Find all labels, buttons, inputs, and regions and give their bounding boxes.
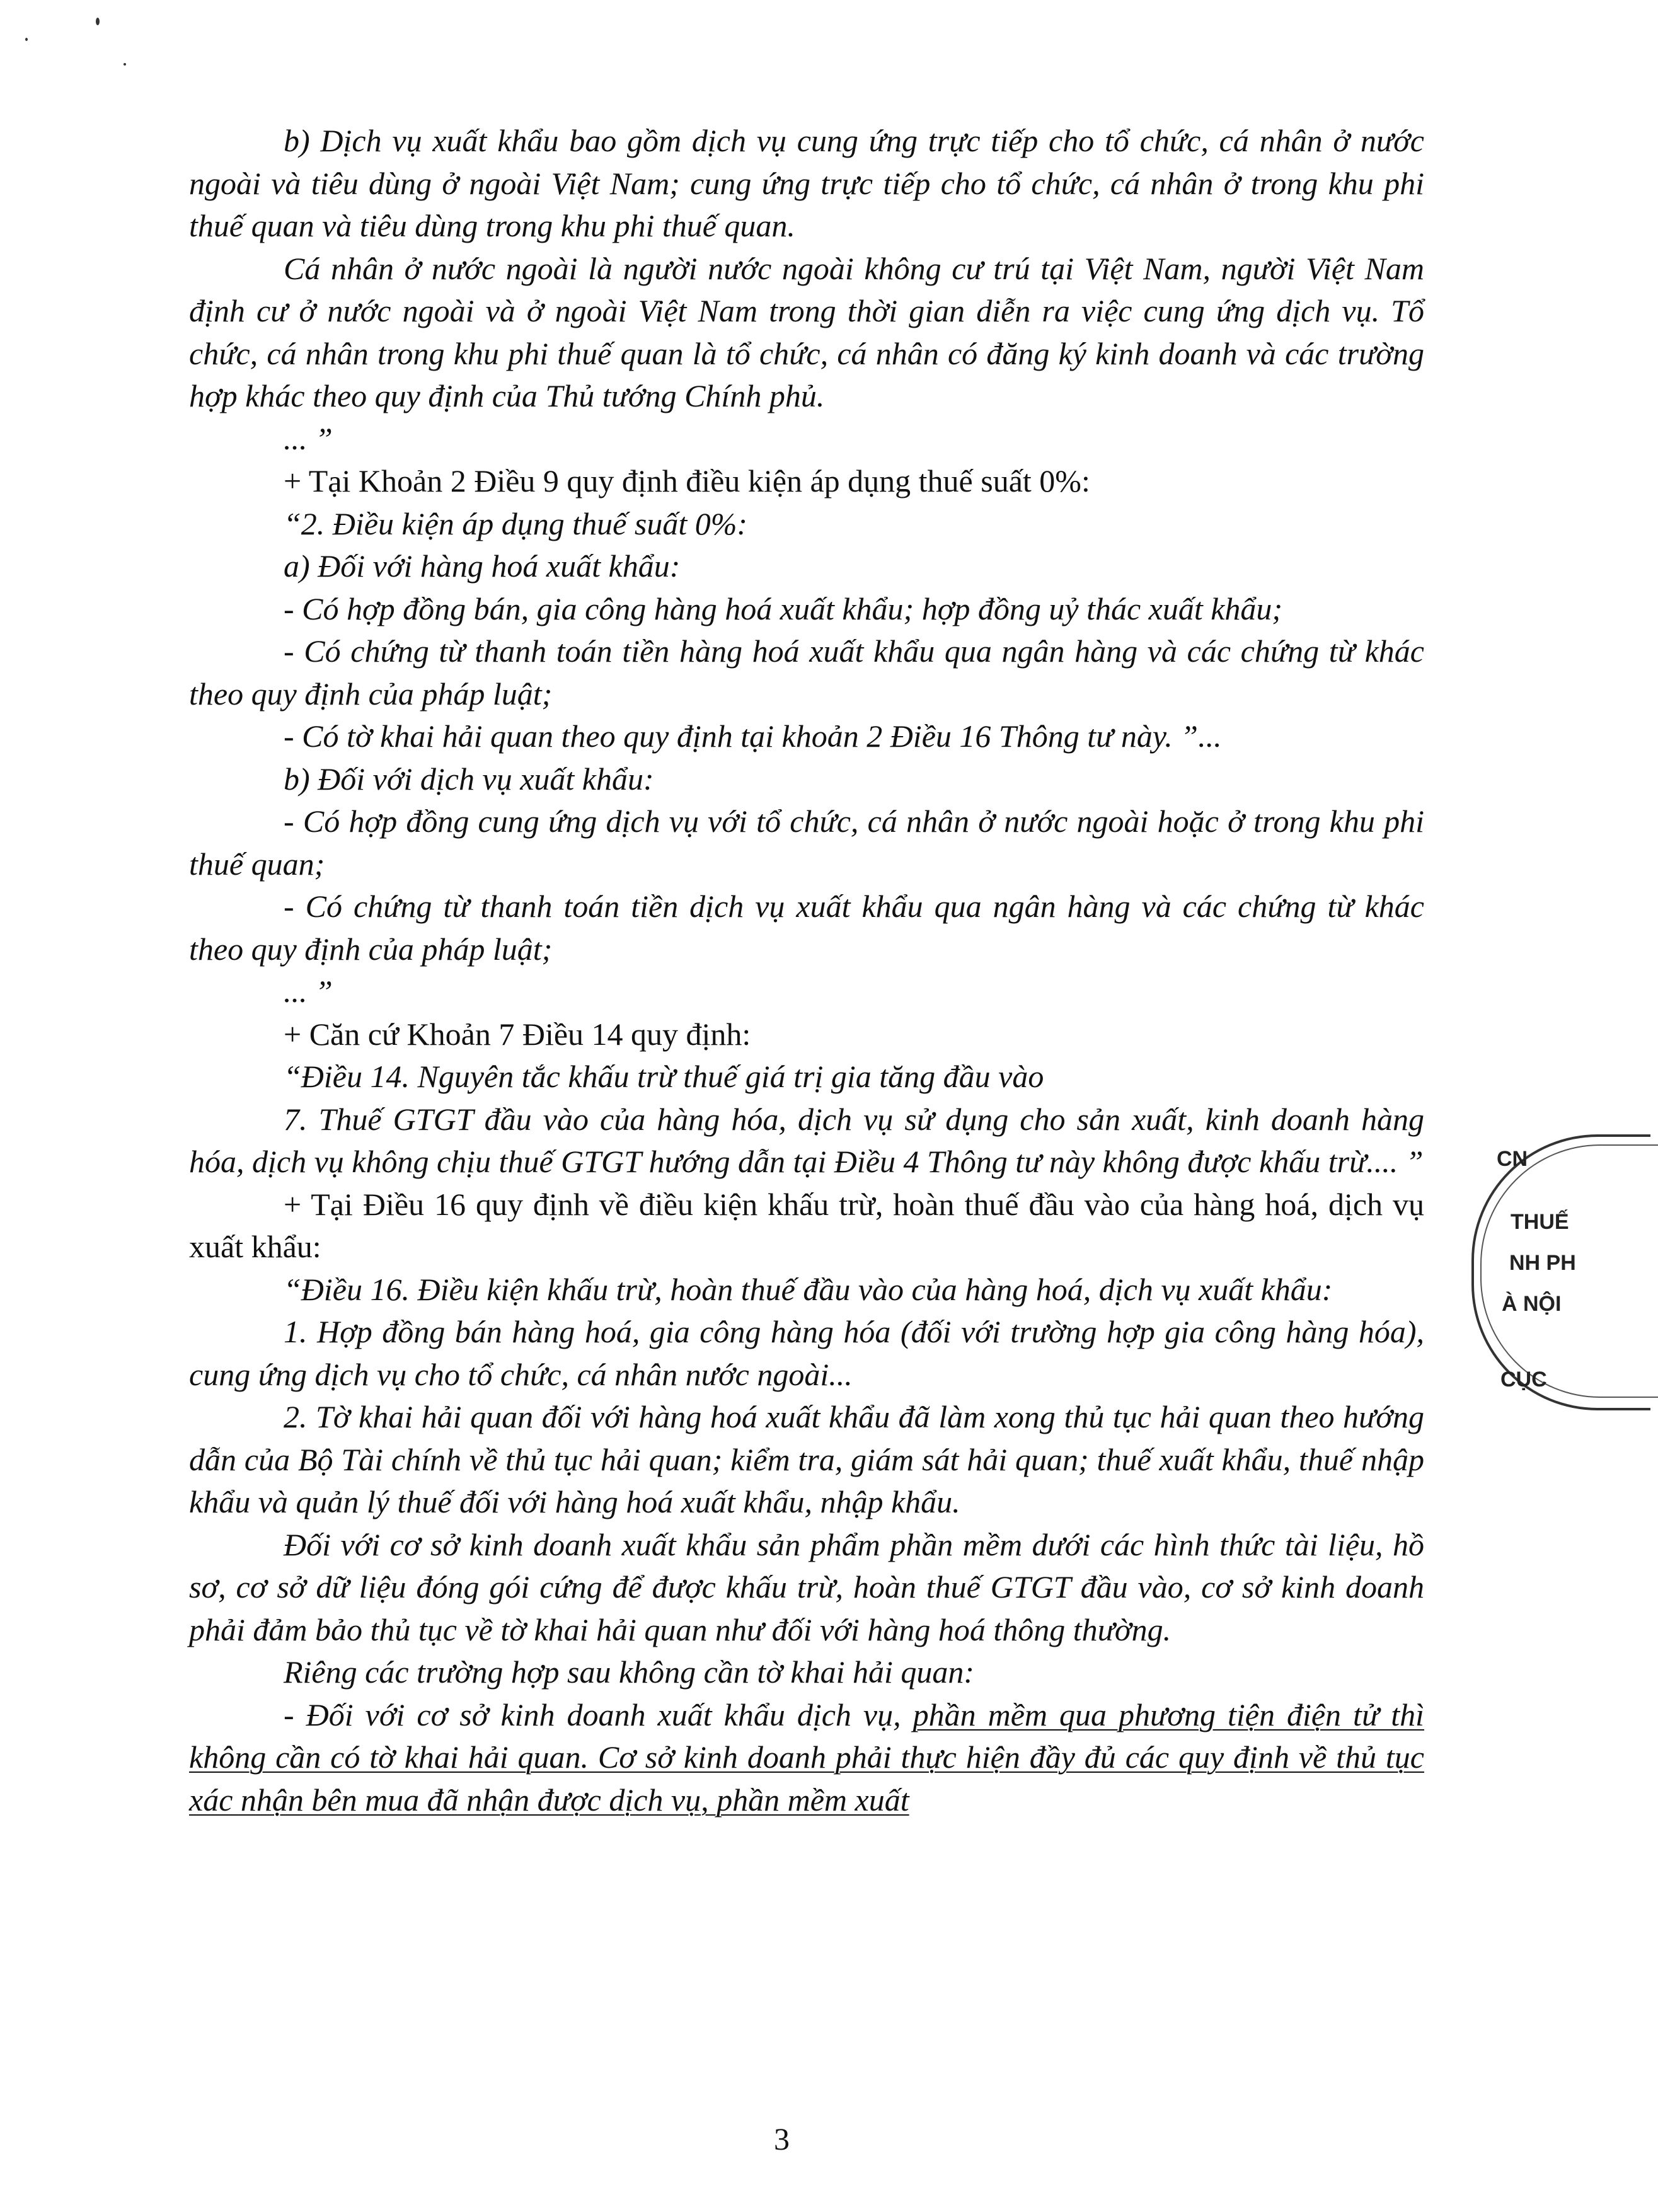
list-item-payment-documents: - Có chứng từ thanh toán tiền hàng hoá xuất khẩu qua ngân hàng và các chứng từ khác theo quy định của pháp luật; [189,633,1424,711]
list-item-service-contract: - Có hợp đồng cung ứng dịch vụ với tổ chức, cá nhân ở nước ngoài hoặc ở trong khu phi thuế quan; [189,804,1424,882]
paragraph-article-14-title: “Điều 14. Nguyên tắc khấu trừ thuế giá trị gia tăng đầu vào [284,1059,1044,1094]
stamp-text: THUẾ [1511,1210,1569,1234]
scan-speck [124,63,126,66]
stamp-text: À NỘI [1502,1292,1562,1316]
paragraph-no-customs-cases: Riêng các trường hợp sau không cần tờ khai hải quan: [284,1654,975,1690]
paragraph-zero-rate-conditions: “2. Điều kiện áp dụng thuế suất 0%: [284,505,748,541]
paragraph-article-9-reference: + Tại Khoản 2 Điều 9 quy định điều kiện áp dụng thuế suất 0%: [284,463,1090,498]
ellipsis-quote-end-2: ... ” [284,974,333,1009]
paragraph-article-16-clause-2: 2. Tờ khai hải quan đối với hàng hoá xuất khẩu đã làm xong thủ tục hải quan theo hướng dẫn của Bộ Tài chính về thủ tục hải quan; kiểm tra, giám sát hải quan; thuế xuất khẩu, thuế nhập khẩu và quản lý thuế đối với hàng hoá xuất khẩu, nhập khẩu. [189,1399,1424,1519]
paragraph-exported-goods-heading: a) Đối với hàng hoá xuất khẩu: [284,548,681,584]
page-number: 3 [774,2121,790,2157]
paragraph-article-14-clause-7: 7. Thuế GTGT đầu vào của hàng hóa, dịch vụ sử dụng cho sản xuất, kinh doanh hàng hóa, dịch vụ không chịu thuế GTGT hướng dẫn tại Điều 4 Thông tư này không được khấu trừ.... ” [189,1101,1424,1179]
paragraph-article-16-reference: + Tại Điều 16 quy định về điều kiện khấu trừ, hoàn thuế đầu vào của hàng hoá, dịch vụ xuất khẩu: [189,1186,1424,1264]
official-stamp [1471,1128,1576,1412]
scan-speck [96,18,100,25]
paragraph-export-services-heading: b) Đối với dịch vụ xuất khẩu: [284,761,654,797]
paragraph-software-export: Đối với cơ sở kinh doanh xuất khẩu sản phẩm phần mềm dưới các hình thức tài liệu, hồ sơ, cơ sở dữ liệu đóng gói cứng để được khấu trừ, hoàn thuế GTGT đầu vào, cơ sở kinh doanh phải đảm bảo thủ tục về tờ khai hải quan như đối với hàng hoá thông thường. [189,1526,1424,1647]
scan-speck [25,38,28,41]
paragraph-article-14-reference: + Căn cứ Khoản 7 Điều 14 quy định: [284,1016,751,1052]
paragraph-foreign-individuals: Cá nhân ở nước ngoài là người nước ngoài không cư trú tại Việt Nam, người Việt Nam định cư ở nước ngoài và ở ngoài Việt Nam trong thời gian diễn ra việc cung ứng dịch vụ. Tổ chức, cá nhân trong khu phi thuế quan là tổ chức, cá nhân có đăng ký kinh doanh và các trường hợp khác theo quy định của Thủ tướng Chính phủ. [189,250,1424,413]
list-item-customs-declaration: - Có tờ khai hải quan theo quy định tại khoản 2 Điều 16 Thông tư này. ”... [284,718,1222,754]
paragraph-article-16-clause-1: 1. Hợp đồng bán hàng hoá, gia công hàng hóa (đối với trường hợp gia công hàng hóa), cung ứng dịch vụ cho tổ chức, cá nhân nước ngoài... [189,1314,1424,1392]
underlined-text: phần mềm qua phương tiện điện tử thì không cần có tờ khai hải quan. Cơ sở kinh doanh phải thực hiện đầy đủ các quy định về thủ tục xác nhận bên mua đã nhận được dịch vụ, phần mềm xuất [189,1696,1424,1817]
document-body [189,120,1424,1821]
paragraph-article-16-title: “Điều 16. Điều kiện khấu trừ, hoàn thuế đầu vào của hàng hoá, dịch vụ xuất khẩu: [284,1271,1333,1307]
stamp-text: CỤC [1500,1368,1547,1391]
stamp-text: CN [1497,1147,1528,1171]
list-item-service-payment: - Có chứng từ thanh toán tiền dịch vụ xuất khẩu qua ngân hàng và các chứng từ khác theo quy định của pháp luật; [189,889,1424,967]
stamp-text: NH PH [1509,1251,1576,1275]
list-item-electronic-services [189,1694,1424,1822]
ellipsis-quote-end: ... ” [284,420,333,456]
list-item-electronic-services-lead: - Đối với cơ sở kinh doanh xuất khẩu dịch vụ, [284,1696,913,1732]
list-item-sales-contract: - Có hợp đồng bán, gia công hàng hoá xuất khẩu; hợp đồng uỷ thác xuất khẩu; [284,590,1283,626]
paragraph-export-services: b) Dịch vụ xuất khẩu bao gồm dịch vụ cung ứng trực tiếp cho tổ chức, cá nhân ở nước ngoài và tiêu dùng ở ngoài Việt Nam; cung ứng trực tiếp cho tổ chức, cá nhân ở trong khu phi thuế quan và tiêu dùng trong khu phi thuế quan. [189,123,1424,243]
